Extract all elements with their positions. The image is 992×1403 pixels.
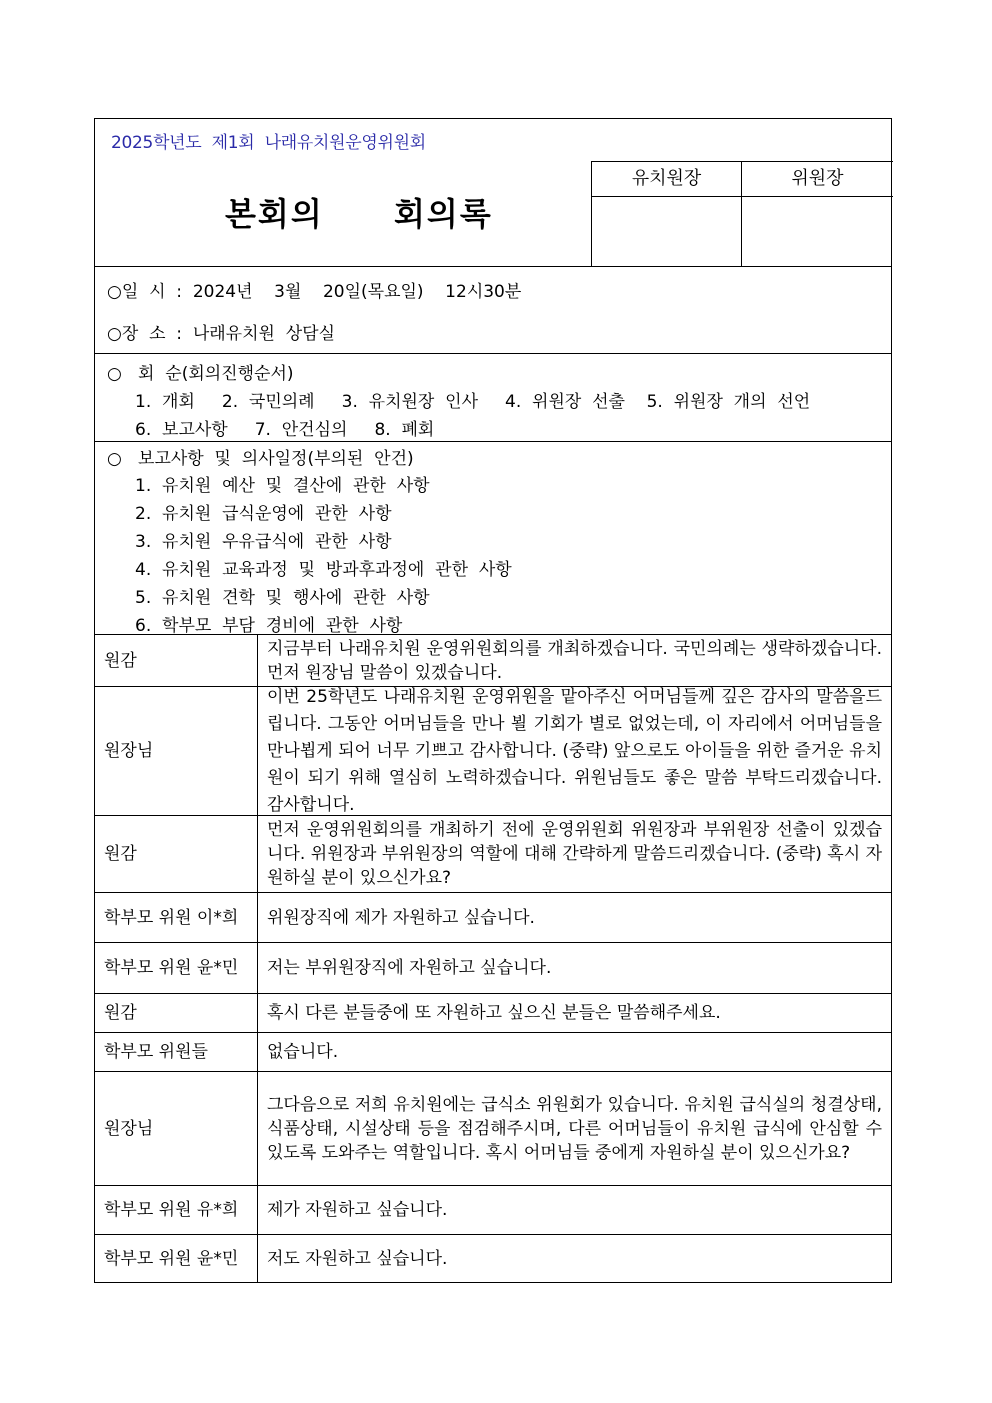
signature-box bbox=[591, 161, 893, 267]
speech-cell bbox=[258, 635, 891, 686]
speaker-cell: 원장님 bbox=[95, 687, 258, 815]
speech-text: 저도 자원하고 싶습니다. bbox=[267, 1248, 448, 1269]
signature-cell-chair bbox=[742, 197, 893, 266]
speech-cell bbox=[258, 994, 891, 1032]
reports-heading: ○ 보고사항 및 의사일정(부의된 안건) bbox=[107, 449, 414, 469]
agenda-line-1: 1. 개회 2. 국민의례 3. 유치원장 인사 4. 위원장 선출 5. 위원장 개의 선언 bbox=[135, 392, 811, 412]
minutes-row bbox=[94, 892, 892, 942]
speech-text: 위원장직에 제가 자원하고 싶습니다. bbox=[267, 907, 535, 928]
reports-section bbox=[94, 441, 892, 634]
speech-cell bbox=[258, 1235, 891, 1282]
report-item: 6. 학부모 부담 경비에 관한 사항 bbox=[135, 616, 403, 636]
report-item: 5. 유치원 견학 및 행사에 관한 사항 bbox=[135, 588, 430, 608]
speech-cell bbox=[258, 816, 891, 892]
minutes-row bbox=[94, 1071, 892, 1185]
report-item: 4. 유치원 교육과정 및 방과후과정에 관한 사항 bbox=[135, 560, 512, 580]
speech-text: 먼저 운영위원회의를 개최하기 전에 운영위원회 위원장과 부위원장 선출이 있겠습니다. 위원장과 부위원장의 역할에 대해 간략하게 말씀드리겠습니다. (중략) 혹시 자원하실 분이 있으신가요? bbox=[267, 820, 882, 888]
meeting-place: ○장 소 : 나래유치원 상담실 bbox=[107, 324, 336, 344]
speaker-cell: 원감 bbox=[95, 816, 258, 892]
speech-cell bbox=[258, 1072, 891, 1185]
speaker-cell: 학부모 위원들 bbox=[95, 1033, 258, 1071]
speech-cell bbox=[258, 943, 891, 993]
agenda-heading: ○ 회 순(회의진행순서) bbox=[107, 364, 294, 384]
speaker-cell: 학부모 위원 윤*민 bbox=[95, 1235, 258, 1282]
speech-text: 제가 자원하고 싶습니다. bbox=[267, 1200, 448, 1220]
report-item: 2. 유치원 급식운영에 관한 사항 bbox=[135, 504, 392, 524]
report-item: 1. 유치원 예산 및 결산에 관한 사항 bbox=[135, 476, 430, 496]
minutes-row bbox=[94, 993, 892, 1032]
speech-cell bbox=[258, 893, 891, 942]
organization-label: 2025학년도 제1회 나래유치원운영위원회 bbox=[111, 133, 426, 153]
minutes-row bbox=[94, 1032, 892, 1071]
speech-cell bbox=[258, 687, 891, 815]
minutes-row bbox=[94, 1234, 892, 1283]
minutes-row bbox=[94, 942, 892, 993]
speaker-cell: 원감 bbox=[95, 635, 258, 686]
speaker-cell: 원감 bbox=[95, 994, 258, 1032]
minutes-row bbox=[94, 815, 892, 892]
speaker-cell: 원장님 bbox=[95, 1072, 258, 1185]
agenda-line-2: 6. 보고사항 7. 안건심의 8. 폐회 bbox=[135, 420, 435, 440]
minutes-row bbox=[94, 634, 892, 686]
minutes-document bbox=[94, 118, 892, 1283]
signature-header-chair: 위원장 bbox=[742, 162, 893, 197]
speech-text: 저는 부위원장직에 자원하고 싶습니다. bbox=[267, 958, 552, 978]
minutes-row bbox=[94, 686, 892, 815]
speech-text: 그다음으로 저희 유치원에는 급식소 위원회가 있습니다. 유치원 급식실의 청결상태, 식품상태, 시설상태 등을 점검해주시며, 다른 어머님들이 유치원 급식에 안심할 수 있도록 도와주는 역할입니다. 혹시 어머님들 중에게 자원하실 분이 있으신가요? bbox=[267, 1094, 882, 1163]
speech-cell bbox=[258, 1186, 891, 1234]
minutes-table bbox=[94, 634, 892, 1283]
signature-header-principal: 유치원장 bbox=[592, 162, 742, 197]
document-title: 본회의 회의록 bbox=[225, 195, 493, 233]
minutes-row bbox=[94, 1185, 892, 1234]
meeting-info bbox=[94, 266, 892, 353]
report-item: 3. 유치원 우유급식에 관한 사항 bbox=[135, 532, 392, 552]
speech-text: 지금부터 나래유치원 운영위원회의를 개최하겠습니다. 국민의례는 생략하겠습니다. 먼저 원장님 말씀이 있겠습니다. bbox=[267, 638, 882, 683]
signature-cell-principal bbox=[592, 197, 742, 266]
speaker-cell: 학부모 위원 유*희 bbox=[95, 1186, 258, 1234]
meeting-datetime: ○일 시 : 2024년 3월 20일(목요일) 12시30분 bbox=[107, 282, 522, 302]
speech-text: 이번 25학년도 나래유치원 운영위원을 맡아주신 어머님들께 깊은 감사의 말씀을드립니다. 그동안 어머님들을 만나 뵐 기회가 별로 없었는데, 이 자리에서 어머님들을 만나뵙게 되어 너무 기쁘고 감사합니다. (중략) 앞으로도 아이들을 위한 즐거운 유치원이 되기 위해 열심히 노력하겠습니다. 위원님들도 좋은 말씀 부탁드리겠습니다. 감사합니다. bbox=[267, 686, 882, 815]
agenda-section bbox=[94, 353, 892, 441]
speech-cell bbox=[258, 1033, 891, 1071]
speaker-cell: 학부모 위원 윤*민 bbox=[95, 943, 258, 993]
speech-text: 혹시 다른 분들중에 또 자원하고 싶으신 분들은 말씀해주세요. bbox=[267, 1003, 721, 1023]
speech-text: 없습니다. bbox=[267, 1042, 339, 1062]
document-header bbox=[94, 118, 892, 266]
speaker-cell: 학부모 위원 이*희 bbox=[95, 893, 258, 942]
